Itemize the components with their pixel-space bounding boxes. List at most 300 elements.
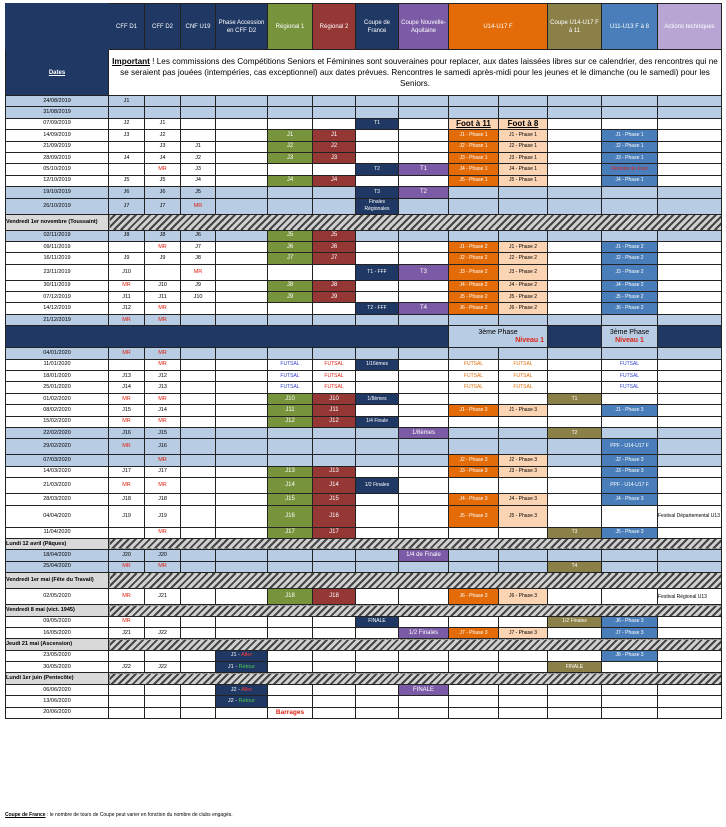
cell-cnf-u19: J5 [181,187,216,198]
cell-coupe-nouvelle-aquitaine [399,466,449,477]
cell-u11-u13 [602,187,658,198]
cell-actions-techniques [658,303,722,314]
cell-u14-u17-f-11 [449,662,499,673]
calendar-row [6,455,722,466]
cell-coupe-u14-u17: T2 [548,427,602,438]
cell-coupe-nouvelle-aquitaine [399,616,449,627]
cell-coupe-de-france: T1 - FFF [356,264,399,280]
cell-coupe-de-france [356,550,399,561]
notice-row [6,50,722,96]
cell-cff-d1: J2 [109,118,145,129]
cell-date: 07/09/2019 [6,118,109,129]
cell-u11-u13 [602,707,658,718]
cell-phase-accession [216,589,268,605]
calendar-row [6,505,722,527]
cell-cff-d2: J14 [145,405,181,416]
header-u14-u17-f: U14-U17 F [449,4,548,50]
cell-actions-techniques [658,96,722,107]
calendar-row [6,152,722,163]
cell-u11-u13: J2 - Phase 2 [602,253,658,264]
cell-u14-u17-f-8: J4 - Phase 3 [499,494,548,505]
cell-u14-u17-f-11: J4 - Phase 3 [449,494,499,505]
cell-cff-d1 [109,527,145,538]
cell-u11-u13 [602,393,658,404]
cell-u14-u17-f-11: J1 - Phase 1 [449,130,499,141]
cell-coupe-u14-u17 [548,264,602,280]
cell-phase-accession [216,359,268,370]
cell-cnf-u19 [181,627,216,638]
cell-regional-2: J18 [313,589,356,605]
notice-body: ! Les commissions des Compétitions Seniors et Féminines sont souveraines pour replacer, aux dates laissées libres sur ce calendrier, des rencontres qui ne se seraient pas jouées (intempéries, cas exceptionnel) aux dates prévues. Rencontres le samedi après-midi pour les jeunes et le dimanche (ou le samedi) pour les Seniors. [120,57,718,88]
phase3-niveau: Niveau 1 [615,336,644,344]
cell-actions-techniques [658,292,722,303]
cell-cff-d2: MR [145,303,181,314]
cell-cnf-u19: J7 [181,241,216,252]
cell-cff-d1: MR [109,416,145,427]
cell-u14-u17-f-11 [449,696,499,707]
cell-coupe-de-france [356,241,399,252]
cell-u11-u13 [602,198,658,214]
cell-u11-u13 [602,696,658,707]
cell-u14-u17-f-11: J3 - Phase 1 [449,152,499,163]
cell-phase-accession [216,505,268,527]
cell-u11-u13: J1 - Phase 1 [602,130,658,141]
cell-phase-accession [216,348,268,359]
cell-cff-d1: J21 [109,627,145,638]
cell-actions-techniques [658,348,722,359]
cell-regional-1 [268,627,313,638]
calendar-row [6,466,722,477]
cell-coupe-nouvelle-aquitaine [399,152,449,163]
cell-actions-techniques [658,527,722,538]
cell-u11-u13: J4 - Phase 3 [602,494,658,505]
cell-cnf-u19 [181,550,216,561]
cell-coupe-nouvelle-aquitaine [399,393,449,404]
cell-regional-2: J3 [313,152,356,163]
header-coupe-de-france: Coupe de France [356,4,399,50]
cell-u14-u17-f-11 [449,427,499,438]
cell-coupe-u14-u17 [548,684,602,695]
cell-u11-u13 [602,314,658,325]
cell-u11-u13: J7 - Phase 3 [602,627,658,638]
cell-u14-u17-f-8 [499,707,548,718]
cell-regional-2: J13 [313,466,356,477]
cell-regional-1: J15 [268,494,313,505]
header-coupe-nouvelle-aquitaine: Coupe Nouvelle-Aquitaine [399,4,449,50]
holiday-label: Vendredi 8 mai (vict. 1945) [6,605,109,616]
cell-regional-1: FUTSAL [268,382,313,393]
holiday-hatch [109,673,722,684]
cell-actions-techniques [658,427,722,438]
cell-u14-u17-f-11: J1 - Phase 2 [449,241,499,252]
cell-coupe-u14-u17 [548,141,602,152]
cell-date: 30/11/2019 [6,280,109,291]
cell-u11-u13: Rentrée du Foot [602,164,658,175]
cell-u14-u17-f-11: J4 - Phase 1 [449,164,499,175]
cell-coupe-de-france [356,494,399,505]
cell-date: 09/05/2020 [6,616,109,627]
dates-label: Dates [6,50,109,96]
cell-regional-1: J11 [268,405,313,416]
cell-regional-1: J6 [268,241,313,252]
header-cff-d1: CFF D1 [109,4,145,50]
cell-cnf-u19 [181,527,216,538]
calendar-row [6,382,722,393]
cell-actions-techniques [658,230,722,241]
calendar-row [6,627,722,638]
cell-coupe-de-france [356,466,399,477]
cell-actions-techniques [658,393,722,404]
cell-actions-techniques [658,130,722,141]
cell-actions-techniques [658,627,722,638]
cell-actions-techniques [658,314,722,325]
cell-u14-u17-f-11: J3 - Phase 2 [449,264,499,280]
calendar-row [6,416,722,427]
calendar-row [6,696,722,707]
cell-coupe-de-france [356,371,399,382]
cell-regional-2: J4 [313,175,356,186]
cell-phase-accession [216,455,268,466]
phase-spacer [548,326,602,348]
cell-u14-u17-f-8 [499,616,548,627]
cell-regional-2: J12 [313,416,356,427]
cell-cff-d1: MR [109,616,145,627]
cell-date: 21/03/2020 [6,478,109,494]
cell-cff-d1 [109,684,145,695]
cell-u14-u17-f-11 [449,230,499,241]
cell-coupe-u14-u17 [548,405,602,416]
cell-phase-accession [216,130,268,141]
cell-u14-u17-f-8 [499,107,548,118]
cell-u14-u17-f-11 [449,478,499,494]
cell-coupe-nouvelle-aquitaine [399,96,449,107]
cell-cff-d2: MR [145,359,181,370]
cell-actions-techniques [658,371,722,382]
holiday-label: Vendredi 1er novembre (Toussaint) [6,214,109,230]
cell-coupe-nouvelle-aquitaine [399,455,449,466]
header-cff-d2: CFF D2 [145,4,181,50]
cell-date: 01/02/2020 [6,393,109,404]
cell-u11-u13 [602,684,658,695]
cell-cff-d2 [145,264,181,280]
cell-coupe-u14-u17 [548,494,602,505]
cell-regional-2 [313,164,356,175]
cell-u14-u17-f-11 [449,393,499,404]
cell-phase-accession [216,141,268,152]
cell-phase-accession [216,561,268,572]
cell-cnf-u19 [181,494,216,505]
cell-cff-d2: J3 [145,141,181,152]
cell-coupe-u14-u17 [548,505,602,527]
cell-coupe-de-france [356,130,399,141]
cell-u14-u17-f-11 [449,107,499,118]
cell-cff-d1: MR [109,561,145,572]
cell-phase-accession [216,405,268,416]
cell-regional-2 [313,455,356,466]
cell-u14-u17-f-8: J1 - Phase 2 [499,241,548,252]
cell-u14-u17-f-8 [499,662,548,673]
cell-u11-u13 [602,348,658,359]
cell-coupe-de-france [356,141,399,152]
cell-cff-d1: J1 [109,96,145,107]
cell-coupe-nouvelle-aquitaine [399,198,449,214]
cell-coupe-nouvelle-aquitaine [399,230,449,241]
cell-coupe-nouvelle-aquitaine [399,696,449,707]
cell-coupe-de-france [356,662,399,673]
cell-actions-techniques [658,561,722,572]
cell-cff-d1 [109,707,145,718]
cell-coupe-u14-u17 [548,439,602,455]
cell-u14-u17-f-8: J6 - Phase 2 [499,303,548,314]
cell-u11-u13: PPF - U14-U17 F [602,439,658,455]
cell-date: 23/05/2020 [6,650,109,661]
cell-coupe-nouvelle-aquitaine: FINALE [399,684,449,695]
cell-u14-u17-f-11: FUTSAL [449,382,499,393]
cell-cff-d2: J15 [145,427,181,438]
cell-actions-techniques [658,107,722,118]
cell-coupe-de-france [356,382,399,393]
cell-u14-u17-f-11: J5 - Phase 2 [449,292,499,303]
cell-coupe-nouvelle-aquitaine [399,141,449,152]
cell-coupe-nouvelle-aquitaine: T2 [399,187,449,198]
cell-coupe-de-france [356,684,399,695]
footer-title: Coupe de France [5,812,46,818]
calendar-row [6,616,722,627]
cell-coupe-u14-u17 [548,118,602,129]
calendar-row [6,241,722,252]
cell-cnf-u19 [181,130,216,141]
cell-coupe-de-france: Finales Régionales [356,198,399,214]
cell-phase-accession [216,118,268,129]
calendar-row [6,589,722,605]
calendar-row [6,314,722,325]
cell-cff-d2: MR [145,527,181,538]
cell-phase-accession: J2 - Retour [216,696,268,707]
cell-u14-u17-f-11: J3 - Phase 3 [449,466,499,477]
cell-date: 18/01/2020 [6,371,109,382]
cell-u11-u13 [602,427,658,438]
cell-coupe-de-france [356,439,399,455]
cell-u14-u17-f-11 [449,348,499,359]
cell-coupe-u14-u17 [548,253,602,264]
cell-coupe-u14-u17 [548,550,602,561]
cell-cff-d2: J16 [145,439,181,455]
cell-coupe-nouvelle-aquitaine [399,650,449,661]
cell-date: 04/01/2020 [6,348,109,359]
cell-date: 11/04/2020 [6,527,109,538]
cell-actions-techniques [658,662,722,673]
cell-coupe-u14-u17: T4 [548,561,602,572]
cell-cff-d1: J19 [109,505,145,527]
cell-regional-1: J10 [268,393,313,404]
cell-regional-2 [313,550,356,561]
cell-u14-u17-f-8: J4 - Phase 1 [499,164,548,175]
cell-date: 25/04/2020 [6,561,109,572]
cell-cff-d2: MR [145,416,181,427]
cell-cnf-u19 [181,107,216,118]
cell-u14-u17-f-11: J4 - Phase 2 [449,280,499,291]
cell-coupe-nouvelle-aquitaine [399,527,449,538]
cell-regional-1: J1 [268,130,313,141]
phase-spacer [658,326,722,348]
cell-cnf-u19: J2 [181,152,216,163]
cell-regional-1 [268,198,313,214]
calendar-row [6,230,722,241]
cell-cnf-u19 [181,303,216,314]
calendar-row [6,348,722,359]
cell-u14-u17-f-8 [499,393,548,404]
cell-regional-1: J9 [268,292,313,303]
cell-cff-d2: J8 [145,230,181,241]
cell-u11-u13: J2 - Phase 3 [602,455,658,466]
cell-phase-accession: J1 - Aller [216,650,268,661]
cell-cnf-u19 [181,466,216,477]
cell-regional-2: J7 [313,253,356,264]
cell-regional-1 [268,696,313,707]
cell-coupe-nouvelle-aquitaine [399,253,449,264]
cell-u14-u17-f-8: J6 - Phase 3 [499,589,548,605]
cell-actions-techniques [658,253,722,264]
phase3-label: 3ème Phase [478,328,518,336]
cell-regional-1 [268,164,313,175]
cell-coupe-u14-u17: T3 [548,527,602,538]
cell-cff-d1 [109,107,145,118]
calendar-row [6,175,722,186]
cell-cff-d1: J8 [109,230,145,241]
cell-cff-d2: J10 [145,280,181,291]
cell-coupe-nouvelle-aquitaine [399,371,449,382]
cell-date: 14/03/2020 [6,466,109,477]
cell-cff-d2 [145,707,181,718]
cell-actions-techniques [658,650,722,661]
cell-u14-u17-f-11 [449,561,499,572]
cell-regional-1 [268,348,313,359]
calendar-row [6,439,722,455]
cell-coupe-nouvelle-aquitaine: 1/8èmes [399,427,449,438]
calendar-row [6,550,722,561]
cell-actions-techniques [658,616,722,627]
cell-phase-accession [216,494,268,505]
cell-cff-d2: MR [145,314,181,325]
cell-cnf-u19 [181,439,216,455]
cell-coupe-nouvelle-aquitaine [399,130,449,141]
calendar-row [6,359,722,370]
cell-coupe-u14-u17 [548,175,602,186]
cell-u14-u17-f-8: J2 - Phase 1 [499,141,548,152]
cell-cnf-u19 [181,96,216,107]
cell-actions-techniques [658,118,722,129]
cell-cff-d1: MR [109,439,145,455]
cell-u14-u17-f-8: J4 - Phase 2 [499,280,548,291]
cell-u14-u17-f-8: J5 - Phase 3 [499,505,548,527]
holiday-row [6,214,722,230]
cell-cff-d1: J15 [109,405,145,416]
cell-u11-u13: J4 - Phase 2 [602,280,658,291]
cell-regional-2: J16 [313,505,356,527]
cell-cff-d1: MR [109,589,145,605]
cell-u14-u17-f-11 [449,439,499,455]
cell-cff-d1: J16 [109,427,145,438]
cell-coupe-de-france [356,561,399,572]
header-coupe-u14-u17: Coupe U14-U17 F à 11 [548,4,602,50]
cell-coupe-u14-u17 [548,650,602,661]
cell-u14-u17-f-8 [499,96,548,107]
cell-cff-d2: J4 [145,152,181,163]
cell-regional-1: J14 [268,478,313,494]
cell-cff-d1: J10 [109,264,145,280]
cell-coupe-u14-u17 [548,303,602,314]
cell-actions-techniques [658,241,722,252]
cell-u11-u13: J5 - Phase 3 [602,527,658,538]
cell-date: 02/11/2019 [6,230,109,241]
calendar-body [6,96,722,719]
cell-coupe-de-france [356,707,399,718]
cell-cff-d2 [145,696,181,707]
cell-u11-u13 [602,118,658,129]
cell-cnf-u19 [181,561,216,572]
cell-regional-2: J8 [313,280,356,291]
cell-regional-2: J6 [313,241,356,252]
cell-coupe-u14-u17 [548,280,602,291]
cell-regional-2 [313,616,356,627]
cell-regional-2 [313,314,356,325]
phase3-niveau: Niveau 1 [515,336,544,344]
cell-actions-techniques [658,187,722,198]
calendar-row [6,684,722,695]
cell-actions-techniques [658,152,722,163]
cell-regional-1 [268,616,313,627]
cell-regional-1 [268,561,313,572]
cell-u14-u17-f-8: J1 - Phase 1 [499,130,548,141]
cell-cnf-u19 [181,371,216,382]
calendar-row [6,198,722,214]
cell-coupe-nouvelle-aquitaine [399,314,449,325]
cell-regional-2: J15 [313,494,356,505]
cell-regional-2 [313,439,356,455]
cell-regional-2: J11 [313,405,356,416]
cell-coupe-de-france [356,107,399,118]
cell-date: 18/04/2020 [6,550,109,561]
cell-cff-d1: J13 [109,371,145,382]
cell-phase-accession [216,527,268,538]
cell-cff-d1 [109,696,145,707]
cell-cnf-u19 [181,393,216,404]
cell-coupe-nouvelle-aquitaine [399,589,449,605]
cell-regional-1 [268,107,313,118]
cell-coupe-u14-u17 [548,478,602,494]
cell-regional-2 [313,264,356,280]
cell-u14-u17-f-8: J7 - Phase 3 [499,627,548,638]
cell-regional-1: J2 [268,141,313,152]
cell-u14-u17-f-11: J2 - Phase 2 [449,253,499,264]
cell-u11-u13 [602,416,658,427]
cell-u14-u17-f-11 [449,550,499,561]
cell-regional-2: J10 [313,393,356,404]
cell-date: 05/10/2019 [6,164,109,175]
cell-u14-u17-f-8 [499,439,548,455]
cell-u14-u17-f-11: J5 - Phase 3 [449,505,499,527]
cell-coupe-de-france [356,589,399,605]
calendar-row [6,264,722,280]
cell-u11-u13 [602,230,658,241]
cell-actions-techniques [658,696,722,707]
cell-coupe-u14-u17 [548,152,602,163]
cell-u14-u17-f-11 [449,314,499,325]
cell-u11-u13: J8 - Phase 3 [602,650,658,661]
cell-u14-u17-f-8: J3 - Phase 3 [499,466,548,477]
phase3-u11 [602,326,658,348]
cell-cnf-u19 [181,382,216,393]
